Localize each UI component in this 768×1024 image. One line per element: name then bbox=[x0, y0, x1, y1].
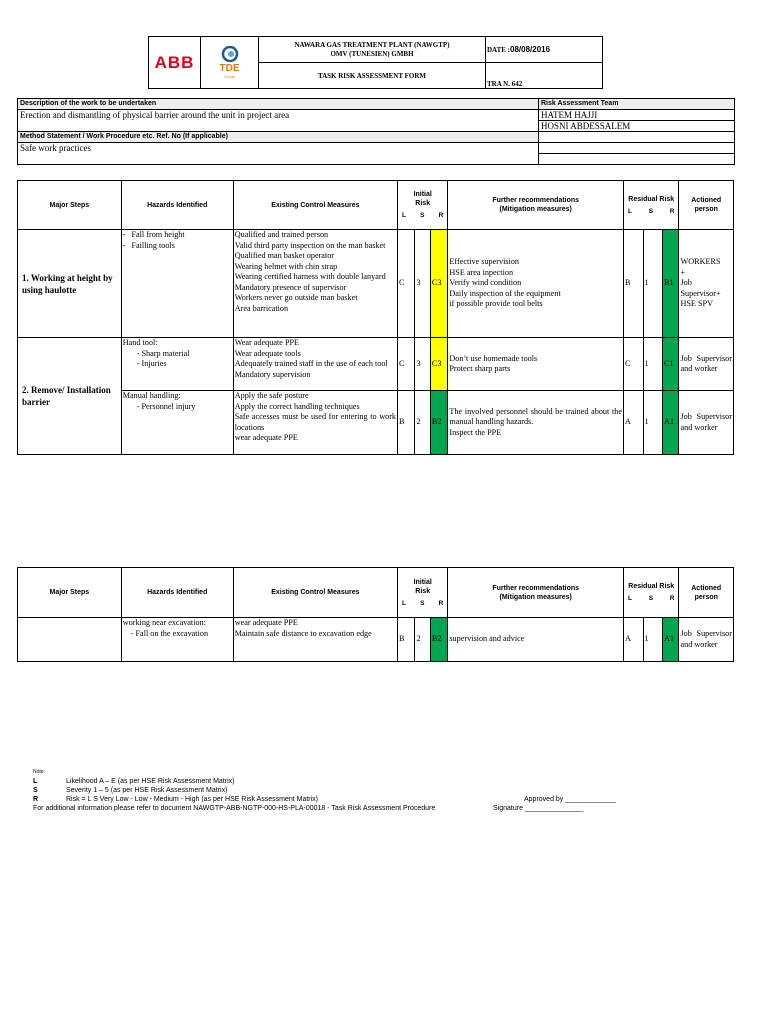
note-likelihood: L Likelihood A – E (as per HSE Risk Assessment Matrix) bbox=[33, 778, 235, 785]
residual-severity: 1 bbox=[643, 618, 663, 662]
abb-logo: ABB bbox=[149, 37, 201, 89]
col-hazards: Hazards Identified bbox=[121, 181, 233, 230]
initial-likelihood: C bbox=[398, 338, 415, 391]
initial-severity: 2 bbox=[415, 618, 430, 662]
plant-name: NAWARA GAS TREATMENT PLANT (NAWGTP) OMV (TUNESIEN) GMBH bbox=[259, 37, 486, 63]
initial-risk: C3 bbox=[430, 230, 447, 338]
col-initial-risk: Initial Risk L S R bbox=[398, 568, 448, 618]
table-row bbox=[18, 618, 734, 662]
initial-severity: 3 bbox=[415, 230, 430, 338]
note-info: For additional information please refer to document NAWGTP-ABB-NGTP-000-HS-PLA-00018 - Task Risk Assessment Procedure Signature _______________ bbox=[33, 805, 584, 812]
col-major-steps: Major Steps bbox=[18, 181, 122, 230]
hazards-cell: - Fall from height - Failling tools bbox=[121, 230, 233, 338]
residual-severity: 1 bbox=[643, 391, 663, 455]
col-major-steps: Major Steps bbox=[18, 568, 122, 618]
team-member bbox=[539, 143, 735, 154]
step-label: 2. Remove/ Installation barrier bbox=[18, 338, 122, 455]
further-cell: Effective supervision HSE area inpection Verify wind condition Daily inspection of the equipment if possible provide tool belts bbox=[448, 230, 624, 338]
table-row bbox=[18, 338, 734, 391]
form-title: TASK RISK ASSESSMENT FORM bbox=[259, 63, 486, 89]
controls-cell: Apply the safe posture Apply the correct handling techniques Safe accesses must be used for entering to work locations wear adequate PPE bbox=[233, 391, 397, 455]
date-cell: DATE :08/08/2016 bbox=[486, 37, 603, 63]
col-further-recommendations: Further recommendations (Mitigation measures) bbox=[448, 568, 624, 618]
actioned-cell: Job Supervisor and worker bbox=[679, 391, 734, 455]
col-initial-risk: Initial Risk L S R bbox=[398, 181, 448, 230]
table-row bbox=[18, 230, 734, 338]
work-description-table bbox=[17, 98, 735, 165]
team-label: Risk Assessment Team bbox=[539, 99, 735, 110]
signature: Signature _______________ bbox=[493, 805, 584, 812]
initial-likelihood: B bbox=[398, 618, 415, 662]
description-label: Description of the work to be undertaken bbox=[18, 99, 539, 110]
residual-likelihood: C bbox=[624, 338, 644, 391]
initial-likelihood: C bbox=[398, 230, 415, 338]
team-member: HOSNI ABDESSALEM bbox=[539, 121, 735, 132]
team-member: HATEM HAJJI bbox=[539, 110, 735, 121]
tde-logo: TDE Group bbox=[201, 37, 259, 89]
col-residual-risk: Residual Risk L S R bbox=[624, 568, 679, 618]
team-member bbox=[539, 154, 735, 165]
actioned-cell: Job Supervisor and worker bbox=[679, 618, 734, 662]
residual-risk: C1 bbox=[663, 338, 679, 391]
method-value: Safe work practices bbox=[18, 143, 539, 165]
description-value: Erection and dismantling of physical barrier around the unit in project area bbox=[18, 110, 539, 132]
note-risk: R Risk = L S Very Low - Low - Medium - High (as per HSE Risk Assessment Matrix) Approved by _____________ bbox=[33, 796, 616, 803]
actioned-cell: Job Supervisor and worker bbox=[679, 338, 734, 391]
col-further-recommendations: Further recommendations (Mitigation measures) bbox=[448, 181, 624, 230]
col-actioned-person: Actioned person bbox=[679, 181, 734, 230]
notes-title: Note: bbox=[33, 769, 45, 775]
initial-severity: 3 bbox=[415, 338, 430, 391]
method-label: Method Statement / Work Procedure etc. Ref. No (If applicable) bbox=[18, 132, 539, 143]
initial-risk: B2 bbox=[430, 391, 447, 455]
residual-likelihood: A bbox=[624, 618, 644, 662]
further-cell: supervision and advice bbox=[448, 618, 624, 662]
initial-severity: 2 bbox=[415, 391, 430, 455]
initial-risk: B2 bbox=[430, 618, 447, 662]
risk-table-2 bbox=[17, 567, 734, 662]
controls-cell: Wear adequate PPE Wear adequate tools Adequately trained staff in the use of each tool Mandatory supervision bbox=[233, 338, 397, 391]
residual-risk: A1 bbox=[663, 391, 679, 455]
residual-risk: A1 bbox=[663, 618, 679, 662]
col-residual-risk: Residual Risk L S R bbox=[624, 181, 679, 230]
col-actioned-person: Actioned person bbox=[679, 568, 734, 618]
table-row bbox=[18, 391, 734, 455]
initial-risk: C3 bbox=[430, 338, 447, 391]
hazards-cell: working near excavation: - Fall on the excavation bbox=[121, 618, 233, 662]
residual-risk: B1 bbox=[663, 230, 679, 338]
residual-severity: 1 bbox=[643, 230, 663, 338]
notes-section bbox=[33, 768, 733, 813]
hazards-cell: Hand tool: - Sharp material - Injuries bbox=[121, 338, 233, 391]
document-header bbox=[148, 36, 603, 89]
further-cell: Don’t use homemade tools Protect sharp parts bbox=[448, 338, 624, 391]
col-controls: Existing Control Measures bbox=[233, 181, 397, 230]
team-member bbox=[539, 132, 735, 143]
tra-number: TRA N. 642 bbox=[486, 63, 603, 89]
tde-emblem-icon bbox=[221, 46, 239, 62]
controls-cell: wear adequate PPE Maintain safe distance to excavation edge bbox=[233, 618, 397, 662]
step-label bbox=[18, 618, 122, 662]
initial-likelihood: B bbox=[398, 391, 415, 455]
col-hazards: Hazards Identified bbox=[121, 568, 233, 618]
approved-by: Approved by _____________ bbox=[524, 796, 616, 803]
residual-likelihood: A bbox=[624, 391, 644, 455]
hazards-cell: Manual handling: - Personnel injury bbox=[121, 391, 233, 455]
risk-table-1 bbox=[17, 180, 734, 455]
col-controls: Existing Control Measures bbox=[233, 568, 397, 618]
residual-likelihood: B bbox=[624, 230, 644, 338]
note-severity: S Severity 1 – 5 (as per HSE Risk Assessment Matrix) bbox=[33, 787, 228, 794]
step-label: 1. Working at height by using haulotte bbox=[18, 230, 122, 338]
residual-severity: 1 bbox=[643, 338, 663, 391]
controls-cell: Qualified and trained person Valid third party inspection on the man basket Qualified man basket operator Wearing helmet with chin strap Wearing certified harness with double lanyard Mandatory presence of supervisor Workers never go outside man basket Area barrication bbox=[233, 230, 397, 338]
further-cell: The involved personnel should be trained about the manual handling hazards. Inspect the PPE bbox=[448, 391, 624, 455]
actioned-cell: WORKERS + Job Supervisor+ HSE SPV bbox=[679, 230, 734, 338]
